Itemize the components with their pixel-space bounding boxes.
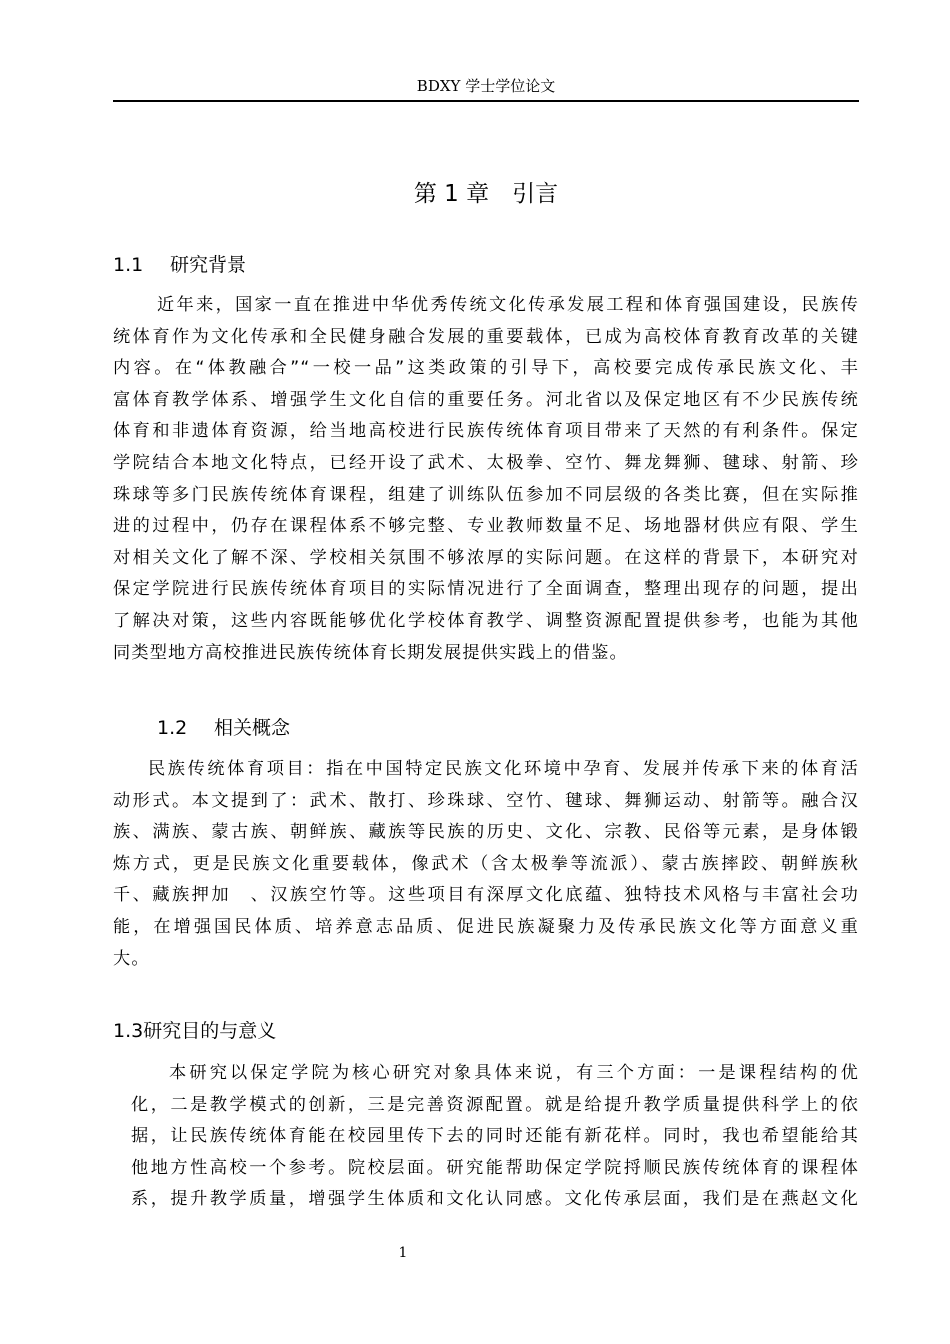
paragraph-purpose [131,1058,859,1216]
text-line: 学院结合本地文化特点，已经开设了武术、太极拳、空竹、舞龙舞狮、毽球、射箭、珍 [113,452,859,473]
text-line: 动形式。本文提到了：武术、散打、珍珠球、空竹、毽球、舞狮运动、射箭等。融合汉 [113,790,859,811]
section-heading-1-3 [113,1017,276,1045]
chapter-title: 第 1 章 引言 [413,181,559,207]
text-line: 统体育作为文化传承和全民健身融合发展的重要载体，已成为高校体育教育改革的关键 [113,326,859,347]
section-title: 研究目的与意义 [143,1020,277,1042]
section-heading-1-1 [113,251,246,279]
text-line: 进的过程中，仍存在课程体系不够完整、专业教师数量不足、场地器材供应有限、学生 [113,516,859,537]
section-number: 1.2 [157,717,188,739]
text-line: 对相关文化了解不深、学校相关氛围不够浓厚的实际问题。在这样的背景下，本研究对 [113,547,859,568]
text-line: 体育和非遗体育资源，给当地高校进行民族传统体育项目带来了天然的有利条件。保定 [113,421,859,442]
page-number: 1 [398,1245,408,1261]
text-line: 内容。在“体教融合”“一校一品”这类政策的引导下，高校要完成传承民族文化、丰 [113,358,859,379]
text-line: 千、藏族押加 、汉族空竹等。这些项目有深厚文化底蕴、独特技术风格与丰富社会功 [113,885,859,906]
text-line: 富体育教学体系、增强学生文化自信的重要任务。河北省以及保定地区有不少民族传统 [113,389,859,410]
section-title: 研究背景 [170,254,247,276]
text-line: 珠球等多门民族传统体育课程，组建了训练队伍参加不同层级的各类比赛，但在实际推 [113,484,859,505]
section-number: 1.3 [113,1020,144,1042]
text-line: 保定学院进行民族传统体育项目的实际情况进行了全面调查，整理出现存的问题，提出 [113,579,859,600]
text-line: 近年来，国家一直在推进中华优秀传统文化传承发展工程和体育强国建设，民族传 [157,295,859,315]
text-line: 系，提升教学质量，增强学生体质和文化认同感。文化传承层面，我们是在燕赵文化 [131,1189,859,1210]
header-rule [113,100,859,102]
text-line: 同类型地方高校推进民族传统体育长期发展提供实践上的借鉴。 [113,642,628,663]
text-line: 了解决对策，这些内容既能够优化学校体育教学、调整资源配置提供参考，也能为其他 [113,610,859,631]
text-line: 据，让民族传统体育能在校园里传下去的同时还能有新花样。同时，我也希望能给其 [131,1126,859,1147]
text-line: 大。 [113,948,150,969]
paragraph-background [113,290,859,669]
text-line: 化，二是教学模式的创新，三是完善资源配置。就是给提升教学质量提供科学上的依 [131,1094,859,1115]
section-number: 1.1 [113,254,144,276]
text-line: 炼方式，更是民族文化重要载体，像武术（含太极拳等流派）、蒙古族摔跤、朝鲜族秋 [113,853,859,874]
text-line: 民族传统体育项目：指在中国特定民族文化环境中孕育、发展并传承下来的体育活 [148,759,859,779]
running-header: BDXY 学士学位论文 [416,77,556,95]
text-line: 能，在增强国民体质、培养意志品质、促进民族凝聚力及传承民族文化等方面意义重 [113,916,859,937]
text-line: 族、满族、蒙古族、朝鲜族、藏族等民族的历史、文化、宗教、民俗等元素，是身体锻 [113,822,859,843]
section-heading-1-2 [157,714,290,742]
text-line: 他地方性高校一个参考。院校层面。研究能帮助保定学院捋顺民族传统体育的课程体 [131,1157,859,1178]
section-title: 相关概念 [214,717,291,739]
paragraph-concepts [113,754,859,975]
text-line: 本研究以保定学院为核心研究对象具体来说，有三个方面：一是课程结构的优 [169,1063,859,1083]
